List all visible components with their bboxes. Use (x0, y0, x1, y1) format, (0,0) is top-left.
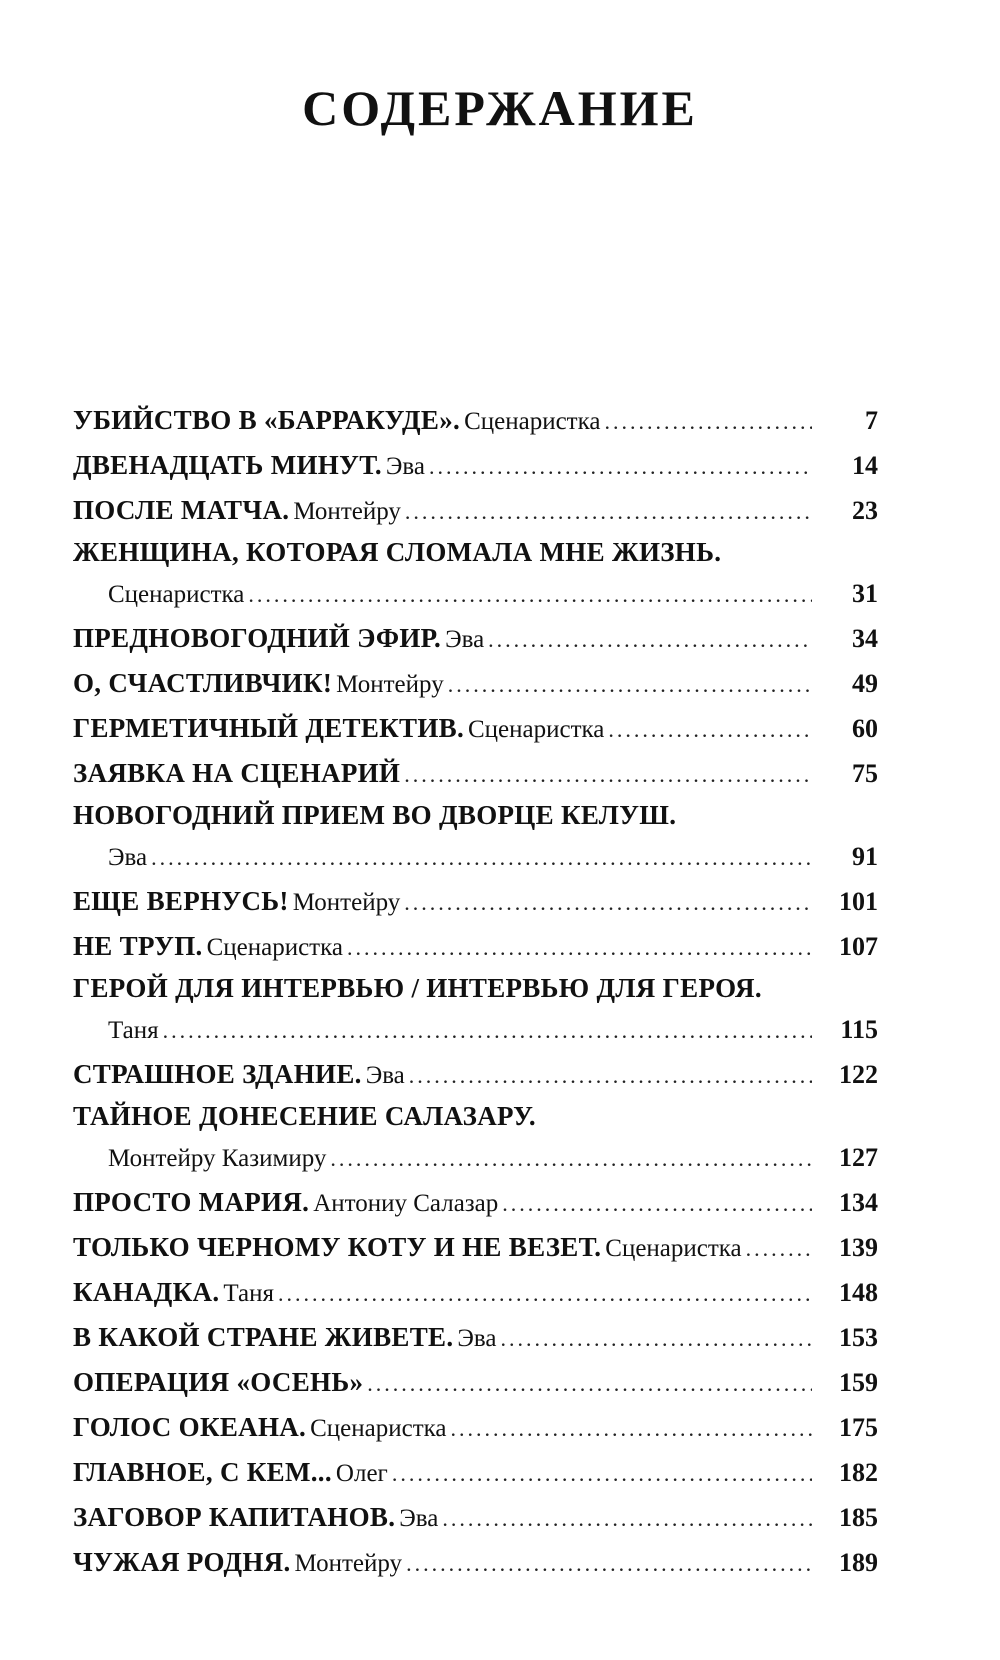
chapter-author: Сценаристка (108, 581, 245, 608)
page-number: 91 (852, 842, 878, 871)
toc-entry-row (73, 1135, 878, 1180)
chapter-author: Эва (385, 453, 425, 480)
toc-entry-title-line (73, 533, 878, 571)
chapter-author: Сценаристка (605, 1235, 742, 1262)
toc-entry-row (73, 1315, 878, 1360)
page-number: 189 (839, 1548, 878, 1577)
toc-entry-row (73, 1180, 878, 1225)
page-number: 49 (852, 669, 878, 698)
chapter-title: КАНАДКА. (73, 1277, 220, 1307)
page-number: 107 (839, 932, 878, 961)
toc-entry (73, 1405, 878, 1450)
dot-leader (746, 1226, 812, 1271)
page-number: 148 (839, 1278, 878, 1307)
toc-entry-row (73, 1360, 878, 1405)
chapter-author: Таня (108, 1017, 159, 1044)
page-title: СОДЕРЖАНИЕ (302, 80, 698, 136)
chapter-author: Эва (445, 626, 485, 653)
chapter-author: Монтейру (336, 671, 444, 698)
page-number: 31 (852, 579, 878, 608)
toc-entry-row (73, 488, 878, 533)
toc-entry (73, 1360, 878, 1405)
toc-entry (73, 1180, 878, 1225)
toc-entry (73, 661, 878, 706)
chapter-title: ТОЛЬКО ЧЕРНОМУ КОТУ И НЕ ВЕЗЕТ. (73, 1232, 602, 1262)
chapter-title: В КАКОЙ СТРАНЕ ЖИВЕТЕ. (73, 1322, 454, 1352)
page-number: 7 (865, 406, 878, 435)
page-number: 60 (852, 714, 878, 743)
toc-entry-row (73, 879, 878, 924)
dot-leader (278, 1271, 812, 1316)
toc-entry-row (73, 1007, 878, 1052)
dot-leader (405, 489, 812, 534)
chapter-title: ГЛАВНОЕ, С КЕМ... (73, 1457, 332, 1487)
dot-leader (151, 835, 812, 880)
toc-entry (73, 1052, 878, 1097)
dot-leader (367, 1361, 812, 1406)
toc-entry-title-line (73, 796, 878, 834)
toc-entry-row (73, 443, 878, 488)
chapter-title: ГЕРОЙ ДЛЯ ИНТЕРВЬЮ / ИНТЕРВЬЮ ДЛЯ ГЕРОЯ. (73, 973, 762, 1003)
page-number: 185 (839, 1503, 878, 1532)
chapter-author: Монтейру (294, 1550, 403, 1577)
toc-entry (73, 1270, 878, 1315)
chapter-title: ЖЕНЩИНА, КОТОРАЯ СЛОМАЛА МНЕ ЖИЗНЬ. (73, 537, 722, 567)
chapter-author: Эва (457, 1325, 497, 1352)
chapter-author: Сценаристка (310, 1415, 447, 1442)
chapter-author: Таня (223, 1280, 275, 1307)
dot-leader (409, 1053, 812, 1098)
chapter-author: Олег (335, 1460, 388, 1487)
toc-entry (73, 1540, 878, 1585)
toc-entry (73, 1315, 878, 1360)
toc-entry (73, 443, 878, 488)
chapter-author: Сценаристка (464, 408, 601, 435)
toc-entry-row (73, 706, 878, 751)
page-number: 23 (852, 496, 878, 525)
chapter-title: ДВЕНАДЦАТЬ МИНУТ. (73, 450, 382, 480)
toc-entry-row (73, 1270, 878, 1315)
dot-leader (248, 572, 812, 617)
dot-leader (429, 444, 812, 489)
toc-entry (73, 751, 878, 796)
toc-entry-row (73, 1405, 878, 1450)
dot-leader (451, 1406, 813, 1451)
toc-entry-title-line (73, 1097, 878, 1135)
page-number: 153 (839, 1323, 878, 1352)
toc-entry-row (73, 398, 878, 443)
chapter-author: Монтейру (292, 889, 401, 916)
dot-leader (500, 1316, 812, 1361)
page-number: 175 (839, 1413, 878, 1442)
chapter-title: ОПЕРАЦИЯ «ОСЕНЬ» (73, 1367, 364, 1397)
table-of-contents (73, 398, 878, 1585)
toc-entry (73, 969, 878, 1052)
dot-leader (488, 617, 812, 662)
page-number: 14 (852, 451, 878, 480)
page-number: 122 (839, 1060, 878, 1089)
chapter-title: НОВОГОДНИЙ ПРИЕМ ВО ДВОРЦЕ КЕЛУШ. (73, 800, 677, 830)
chapter-title: ПРЕДНОВОГОДНИЙ ЭФИР. (73, 623, 442, 653)
chapter-author: Монтейру Казимиру (108, 1145, 327, 1172)
dot-leader (347, 925, 812, 970)
dot-leader (163, 1008, 812, 1053)
dot-leader (608, 707, 812, 752)
chapter-author: Эва (108, 844, 148, 871)
dot-leader (604, 399, 812, 444)
toc-entry (73, 1225, 878, 1270)
chapter-author: Антониу Салазар (313, 1190, 499, 1217)
dot-leader (392, 1451, 812, 1496)
chapter-author: Эва (365, 1062, 405, 1089)
toc-entry-row (73, 751, 878, 796)
chapter-title: ЕЩЕ ВЕРНУСЬ! (73, 886, 289, 916)
dot-leader (330, 1136, 812, 1181)
toc-entry (73, 488, 878, 533)
page-number: 139 (839, 1233, 878, 1262)
toc-entry-row (73, 1540, 878, 1585)
toc-entry (73, 1450, 878, 1495)
chapter-title: ЗАЯВКА НА СЦЕНАРИЙ (73, 758, 401, 788)
dot-leader (448, 662, 812, 707)
chapter-author: Сценаристка (206, 934, 343, 961)
dot-leader (404, 880, 812, 925)
chapter-title: НЕ ТРУП. (73, 931, 203, 961)
page-number: 182 (839, 1458, 878, 1487)
toc-entry (73, 398, 878, 443)
dot-leader (406, 1541, 812, 1586)
chapter-author: Эва (399, 1505, 439, 1532)
page-number: 101 (839, 887, 878, 916)
chapter-title: ГЕРМЕТИЧНЫЙ ДЕТЕКТИВ. (73, 713, 464, 743)
chapter-title: ТАЙНОЕ ДОНЕСЕНИЕ САЛАЗАРУ. (73, 1101, 536, 1131)
chapter-author: Сценаристка (468, 716, 605, 743)
toc-entry (73, 796, 878, 879)
page-number: 127 (839, 1143, 878, 1172)
chapter-title: ПОСЛЕ МАТЧА. (73, 495, 290, 525)
toc-entry-title-line (73, 969, 878, 1007)
toc-entry-row (73, 1495, 878, 1540)
toc-entry (73, 616, 878, 661)
toc-entry (73, 533, 878, 616)
page-number: 34 (852, 624, 878, 653)
toc-entry (73, 879, 878, 924)
dot-leader (442, 1496, 812, 1541)
chapter-title: ГОЛОС ОКЕАНА. (73, 1412, 307, 1442)
toc-entry-row (73, 1225, 878, 1270)
chapter-title: СТРАШНОЕ ЗДАНИЕ. (73, 1059, 362, 1089)
toc-entry-row (73, 616, 878, 661)
page-number: 75 (852, 759, 878, 788)
dot-leader (404, 752, 812, 797)
page-number: 115 (840, 1015, 878, 1044)
toc-entry (73, 706, 878, 751)
chapter-title: ЗАГОВОР КАПИТАНОВ. (73, 1502, 396, 1532)
toc-entry (73, 1495, 878, 1540)
toc-entry-row (73, 1052, 878, 1097)
dot-leader (502, 1181, 812, 1226)
page-number: 134 (839, 1188, 878, 1217)
chapter-title: ЧУЖАЯ РОДНЯ. (73, 1547, 291, 1577)
page-number: 159 (839, 1368, 878, 1397)
toc-entry-row (73, 661, 878, 706)
chapter-title: УБИЙСТВО В «БАРРАКУДЕ». (73, 405, 461, 435)
toc-entry-row (73, 571, 878, 616)
toc-entry (73, 1097, 878, 1180)
toc-entry-row (73, 1450, 878, 1495)
chapter-title: ПРОСТО МАРИЯ. (73, 1187, 310, 1217)
toc-entry-row (73, 924, 878, 969)
chapter-title: О, СЧАСТЛИВЧИК! (73, 668, 333, 698)
toc-entry (73, 924, 878, 969)
chapter-author: Монтейру (293, 498, 401, 525)
toc-entry-row (73, 834, 878, 879)
